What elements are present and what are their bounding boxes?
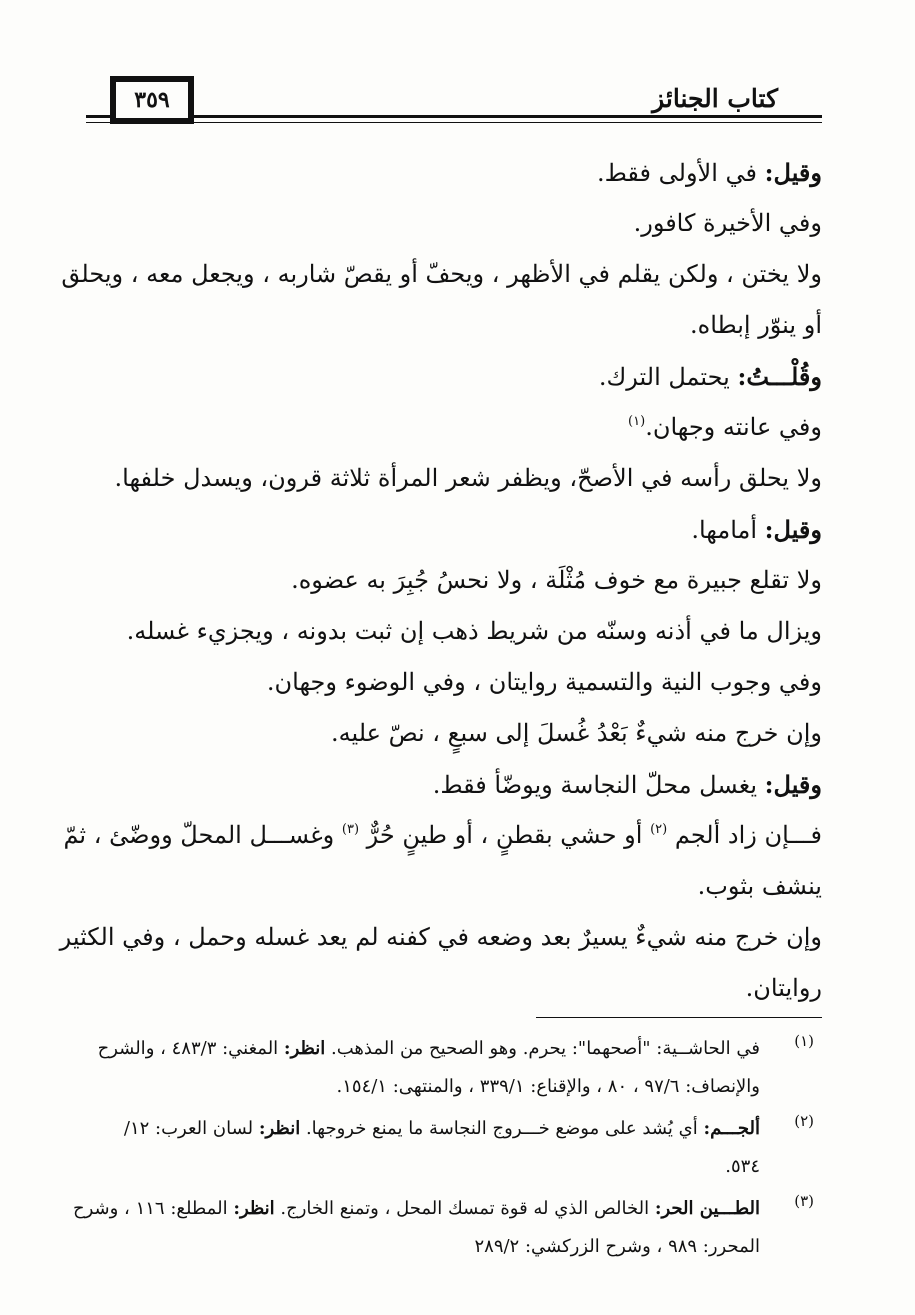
text-line: وفي الأخيرة كافور. (633, 209, 822, 237)
footnote-text: في الحاشــية: "أصحهما": يحرم. وهو الصحيح من المذهب. (325, 1038, 760, 1059)
line-text: في الأولى فقط. (597, 159, 765, 187)
footnote-ref: (١) (628, 414, 646, 429)
text-line: أو ينوّر إبطاه. (690, 311, 822, 339)
footnote-lead: ألجـــم: (703, 1118, 760, 1139)
footnote-lead: انظر: (283, 1038, 326, 1059)
line-text: وغســـل المحلّ ووضّئ ، ثمّ (63, 821, 342, 849)
text-line: ولا يختن ، ولكن يقلم في الأظهر ، ويحفّ أو يقصّ شاربه ، ويجعل معه ، ويحلق (61, 260, 822, 288)
footnote-ref: (٣) (341, 822, 360, 837)
footnote (73, 1190, 822, 1266)
footnote-lead: انظر: (258, 1118, 301, 1139)
text-line: وفي وجوب النية والتسمية روايتان ، وفي الوضوء وجهان. (266, 668, 822, 696)
footnote-text: أي يُشد على موضع خـــروج النجاسة ما يمنع خروجها. (300, 1118, 704, 1139)
footnote-separator (536, 1017, 822, 1018)
main-text (59, 147, 822, 1014)
footnote-number: (١) (794, 1032, 814, 1050)
footnote-lead: الطـــين الحر: (654, 1198, 760, 1219)
text-line: ولا تقلع جبيرة مع خوف مُثْلَة ، ولا نحسُ جُبِرَ به عضوه. (291, 566, 822, 594)
line-lead: وقيل: (764, 158, 822, 187)
footnote-lead: انظر: (233, 1198, 275, 1219)
footnote-line (73, 1190, 760, 1228)
footnote-line: ٥٣٤. (725, 1156, 760, 1177)
footnote-text: المطلع: ١١٦ ، وشرح (73, 1198, 234, 1219)
footnotes (73, 1030, 822, 1270)
footnote-text: لسان العرب: ١٢/ (123, 1118, 259, 1139)
header-rule-thick (86, 115, 822, 118)
header-rule-thin (86, 122, 822, 123)
footnote-text: الخالص الذي له قوة تمسك المحل ، وتمنع الخارج. (274, 1198, 655, 1219)
page-number: ٣٥٩ (110, 76, 194, 124)
page-header (86, 70, 822, 135)
footnote-line: المحرر: ٩٨٩ ، وشرح الزركشي: ٢٨٩/٢ (474, 1236, 760, 1257)
footnote-number: (٢) (794, 1112, 814, 1130)
line-text: يحتمل الترك. (598, 363, 738, 391)
footnote-ref: (٢) (650, 822, 668, 837)
text-line: ويزال ما في أذنه وسنّه من شريط ذهب إن ثبت بدونه ، ويجزيء غسله. (126, 617, 822, 645)
text-line (86, 147, 822, 198)
text-line (86, 351, 822, 402)
line-lead: وقُلْـــتُ: (737, 362, 822, 391)
line-text: وفي عانته وجهان. (645, 413, 822, 441)
text-line (63, 810, 822, 861)
line-text: أمامها. (691, 516, 765, 544)
footnote-text: المغني: ٤٨٣/٣ ، والشرح (97, 1038, 284, 1059)
footnote (86, 1030, 822, 1106)
text-line: روايتان. (745, 974, 822, 1002)
line-lead: وقيل: (764, 770, 822, 799)
text-line (86, 759, 822, 810)
footnote-number: (٣) (794, 1192, 814, 1210)
line-text: أو حشي بقطنٍ ، أو طينٍ حُرٌّ (366, 821, 651, 849)
text-line (86, 504, 822, 555)
line-text: يغسل محلّ النجاسة ويوضّأ فقط. (432, 771, 765, 799)
text-line: ينشف بثوب. (697, 872, 822, 900)
text-line: ولا يحلق رأسه في الأصحّ، ويظفر شعر المرأة ثلاثة قرون، ويسدل خلفها. (114, 464, 822, 492)
text-line (86, 402, 822, 453)
line-text: فـــإن زاد ألجم (674, 821, 822, 849)
footnote-line (86, 1110, 760, 1148)
text-line: وإن خرج منه شيءٌ بَعْدُ غُسلَ إلى سبعٍ ، نصّ عليه. (330, 719, 822, 747)
footnote-line (86, 1030, 760, 1068)
chapter-title: كتاب الجنائز (644, 84, 786, 113)
footnote (86, 1110, 822, 1186)
line-lead: وقيل: (764, 515, 822, 544)
text-line: وإن خرج منه شيءٌ يسيرٌ بعد وضعه في كفنه لم يعد غسله وحمل ، وفي الكثير (59, 923, 822, 951)
footnote-line: والإنصاف: ٩٧/٦ ، ٨٠ ، والإقناع: ٣٣٩/١ ، والمنتهى: ١٥٤/١. (336, 1076, 760, 1097)
